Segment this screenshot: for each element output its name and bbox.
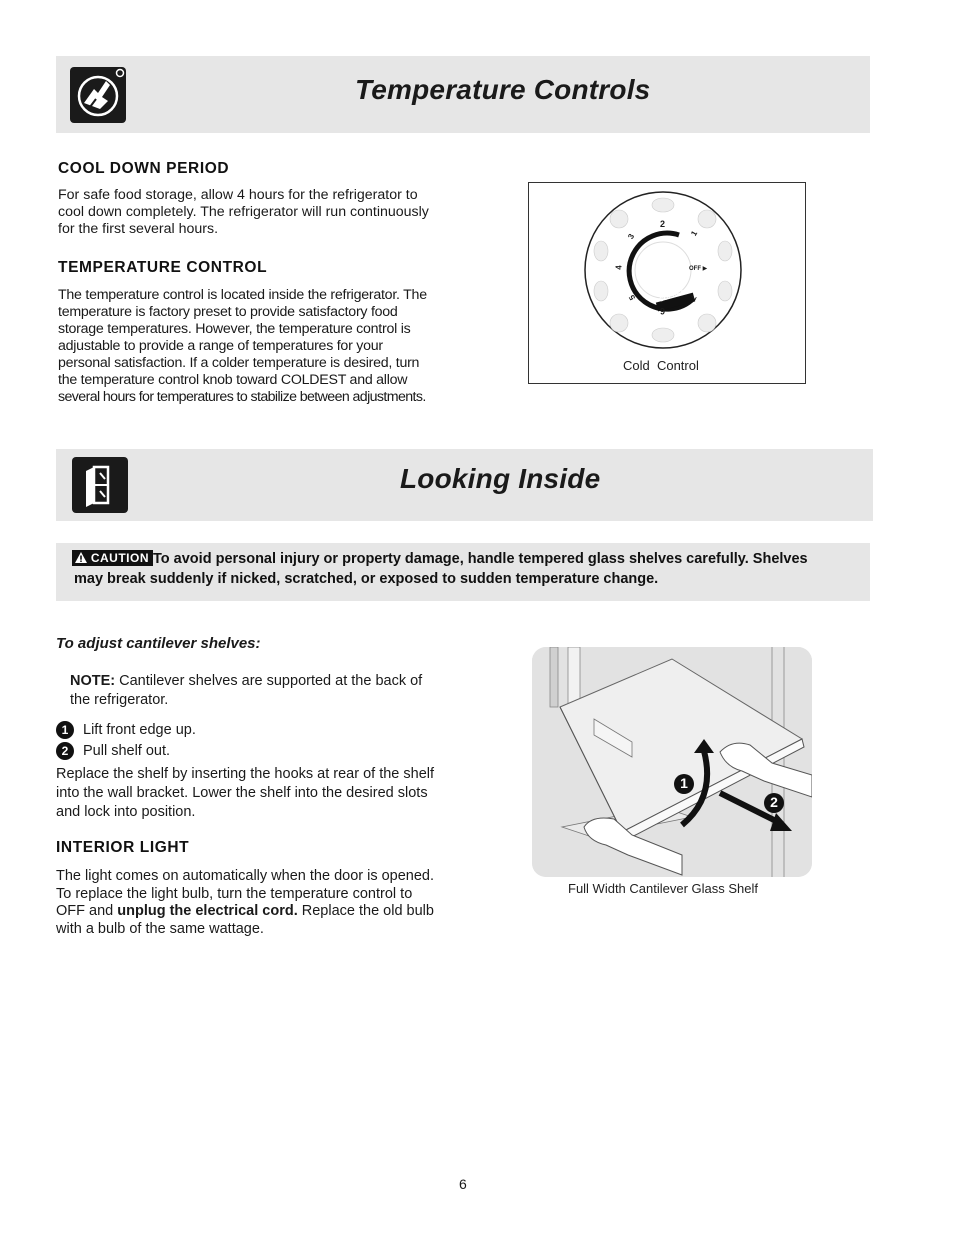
- temperature-controls-banner: [56, 56, 870, 133]
- caution-badge: CAUTION: [72, 550, 153, 566]
- temperature-control-text: The temperature control is located inside the refrigerator. The temperature is factory preset to provide satisfactory food storage temperatures. However, the temperature control is adjustable to provide a range of temperatures for your personal satisfaction. If a colder temperature is desired, turn the temperature control knob toward COLDEST and allow several hours for temperatures to stabilize between adjustments.: [58, 287, 427, 405]
- cold-control-caption: Cold Control: [623, 358, 699, 373]
- step-1: 1 Lift front edge up.: [56, 721, 196, 739]
- dial-label-off: OFF ▶: [689, 266, 708, 272]
- caution-text: [72, 549, 862, 589]
- cold-control-dial: [529, 183, 805, 383]
- step-number: 2: [56, 742, 74, 760]
- warning-triangle-icon: [75, 552, 87, 563]
- cantilever-note: NOTE: Cantilever shelves are supported at the back of the refrigerator.: [70, 673, 423, 708]
- hand-dial-icon: [70, 67, 126, 123]
- cold-control-figure: [528, 182, 806, 384]
- dial-label-4: 4: [614, 265, 624, 270]
- step-2: 2 Pull shelf out.: [56, 742, 170, 760]
- dial-label-1: 1: [689, 229, 700, 238]
- cool-down-heading: COOL DOWN PERIOD: [58, 160, 230, 177]
- temperature-control-heading: TEMPERATURE CONTROL: [58, 259, 268, 276]
- caution-line-2: may break suddenly if nicked, scratched, or exposed to sudden temperature change.: [74, 571, 659, 587]
- cantilever-shelf-figure: [532, 647, 812, 877]
- refrigerator-icon: [72, 457, 128, 513]
- dial-label-5: 5: [627, 293, 638, 302]
- dial-label-3: 3: [626, 232, 637, 241]
- shelf-illustration: [532, 647, 812, 877]
- section-title: Looking Inside: [400, 463, 601, 494]
- figure-marker-2: 2: [770, 794, 778, 810]
- looking-inside-banner: [56, 449, 873, 521]
- dial-label-2: 2: [660, 219, 666, 229]
- figure-marker-1: 1: [680, 775, 688, 791]
- interior-light-heading: INTERIOR LIGHT: [56, 839, 190, 856]
- dial-label-7: 7: [688, 293, 699, 302]
- replace-shelf-text: Replace the shelf by inserting the hooks at rear of the shelf into the wall bracket. Lower the shelf into the desired slots and lock into position.: [56, 766, 435, 820]
- dial-label-6: 6: [660, 306, 666, 316]
- section-title: Temperature Controls: [355, 74, 651, 105]
- interior-light-text: The light comes on automatically when the door is opened. To replace the light bulb, turn the temperature control to OFF and unplug the electrical cord. Replace the old bulb with a bulb of the same wattage.: [56, 868, 435, 937]
- step-number: 1: [56, 721, 74, 739]
- cool-down-text: For safe food storage, allow 4 hours for the refrigerator to cool down completely. The refrigerator will run continuously for the first several hours.: [58, 187, 429, 237]
- dial-label-coldest: COLDEST: [658, 288, 690, 304]
- shelf-figure-caption: Full Width Cantilever Glass Shelf: [568, 881, 759, 896]
- page-number: 6: [459, 1176, 467, 1192]
- caution-line-1: To avoid personal injury or property damage, handle tempered glass shelves carefully. Shelves: [153, 551, 808, 567]
- cantilever-heading: To adjust cantilever shelves:: [56, 635, 261, 652]
